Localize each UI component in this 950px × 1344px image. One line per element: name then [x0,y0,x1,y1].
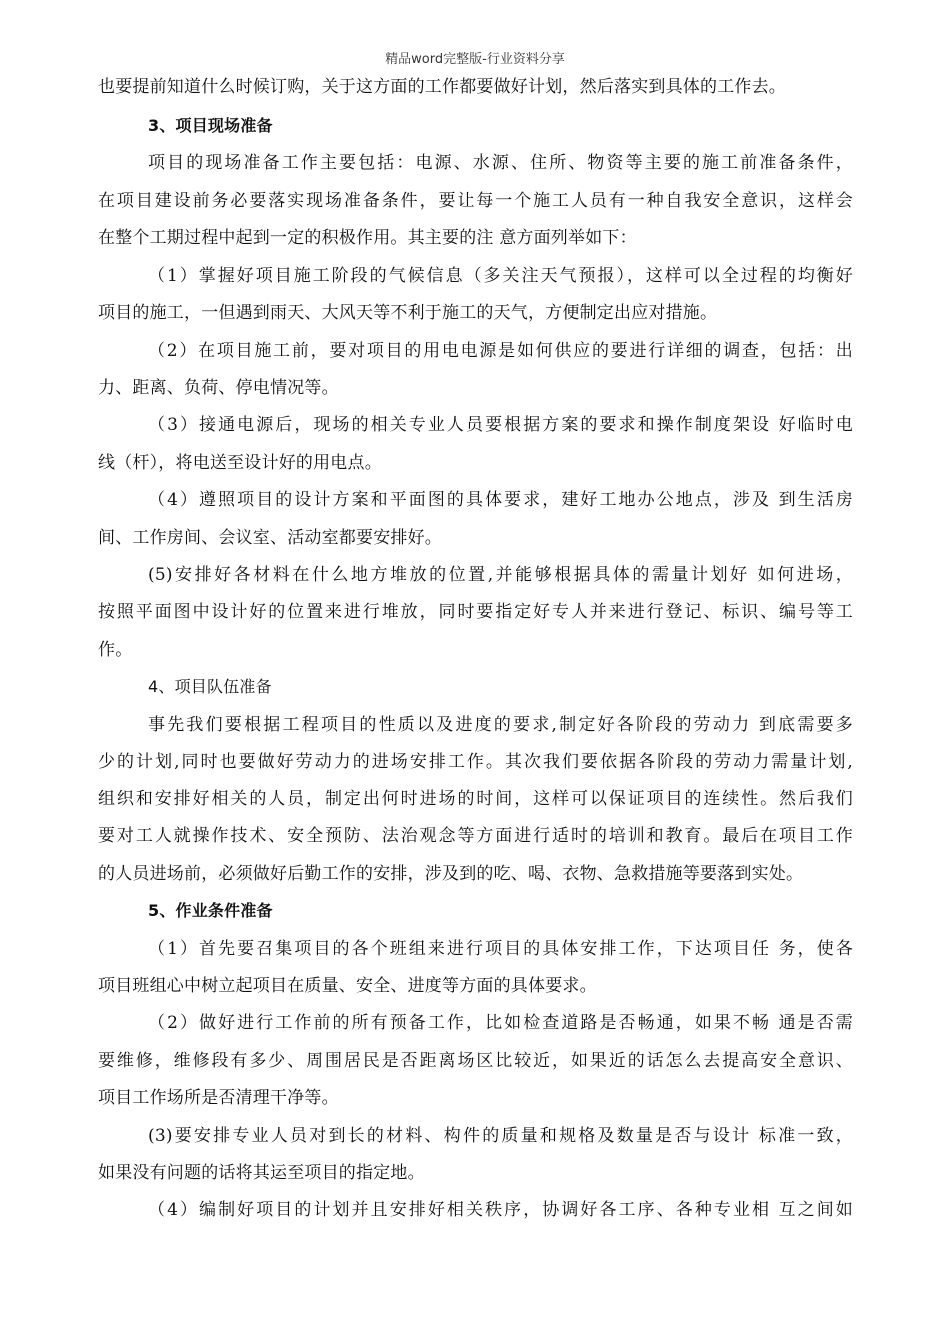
body-line: 项目工作场所是否清理干净等。 [98,1088,339,1108]
body-line: （2）在项目施工前，要对项目的用电电源是如何供应的要进行详细的调查，包括：出 [148,341,853,361]
body-line: 也要提前知道什么时候订购，关于这方面的工作都要做好计划，然后落实到具体的工作去。 [98,77,786,97]
body-line: 在项目建设前务必要落实现场准备条件，要让每一个施工人员有一种自我安全意识，这样会 [98,191,853,211]
body-line: （1）首先要召集项目的各个班组来进行项目的具体安排工作，下达项目任 务，使各 [148,939,853,959]
body-line: （4）遵照项目的设计方案和平面图的具体要求，建好工地办公地点，涉及 到生活房 [148,490,853,510]
section-heading: 4、项目队伍准备 [148,677,272,696]
body-line: 组织和安排好相关的人员，制定出何时进场的时间，这样可以保证项目的连续性。然后我们 [98,789,853,809]
body-line: （3）接通电源后，现场的相关专业人员要根据方案的要求和操作制度架设 好临时电 [148,415,853,435]
body-line: 要维修，维修段有多少、周围居民是否距离场区比较近，如果近的话怎么去提高安全意识、 [98,1051,853,1071]
body-line: 少的计划,同时也要做好劳动力的进场安排工作。其次我们要依据各阶段的劳动力需量计划, [98,752,853,772]
section-heading: 5、作业条件准备 [148,901,273,920]
body-line: 作。 [98,640,133,660]
body-line: 项目的现场准备工作主要包括：电源、水源、住所、物资等主要的施工前准备条件， [148,153,853,173]
body-line: 的人员进场前，必须做好后勤工作的安排，涉及到的吃、喝、衣物、急救措施等要落到实处。 [98,864,804,884]
body-line: (5)安排好各材料在什么地方堆放的位置,并能够根据具体的需量计划好 如何进场， [148,565,853,585]
body-line: （1）掌握好项目施工阶段的气候信息（多关注天气预报），这样可以全过程的均衡好 [148,266,853,286]
body-line: 如果没有问题的话将其运至项目的指定地。 [98,1163,425,1183]
body-line: 间、工作房间、会议室、活动室都要安排好。 [98,528,442,548]
body-line: （4）编制好项目的计划并且安排好相关秩序，协调好各工序、各种专业相 互之间如 [148,1200,853,1220]
body-line: 项目的施工，一但遇到雨天、大风天等不利于施工的天气，方便制定出应对措施。 [98,303,718,323]
body-line: 事先我们要根据工程项目的性质以及进度的要求,制定好各阶段的劳动力 到底需要多 [148,715,853,735]
body-line: 要对工人就操作技术、安全预防、法治观念等方面进行适时的培训和教育。最后在项目工作 [98,826,853,846]
body-line: 线（杆），将电送至设计好的用电点。 [98,453,382,473]
body-line: （2）做好进行工作前的所有预备工作，比如检查道路是否畅通，如果不畅 通是否需 [148,1013,853,1033]
page-header: 精品word完整版-行业资料分享 [385,52,565,67]
body-line: 项目班组心中树立起项目在质量、安全、进度等方面的具体要求。 [98,976,597,996]
body-line: 按照平面图中设计好的位置来进行堆放，同时要指定好专人并来进行登记、标识、编号等工 [98,602,853,622]
body-line: 在整个工期过程中起到一定的积极作用。其主要的注 意方面列举如下： [98,228,637,248]
body-line: 力、距离、负荷、停电情况等。 [98,378,339,398]
body-line: (3)要安排专业人员对到长的材料、构件的质量和规格及数量是否与设计 标准一致， [148,1126,853,1146]
section-heading: 3、项目现场准备 [148,116,273,135]
